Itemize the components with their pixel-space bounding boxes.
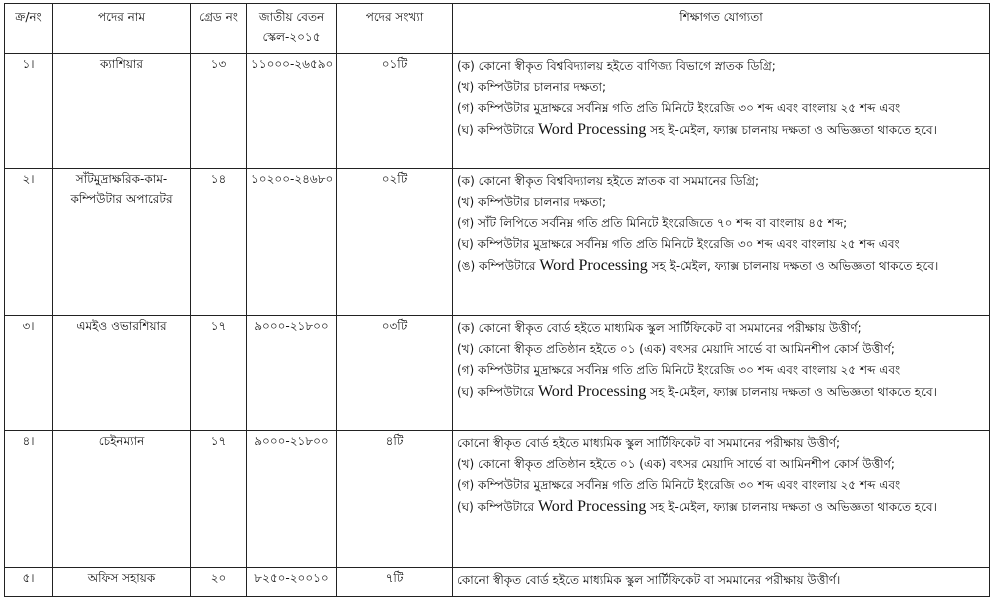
header-post-count: পদের সংখ্যা [337,4,453,54]
cell-post-count: ০২টি [337,169,453,316]
qualification-english-term: Word Processing [537,498,647,515]
header-grade: গ্রেড নং [191,4,247,54]
cell-pay-scale: ৯০০০-২১৮০০ [247,316,337,431]
qualification-english-term: Word Processing [539,257,648,274]
cell-serial: ৪। [5,431,53,568]
qualification-line [457,496,985,518]
table-row [5,316,990,431]
qualification-text: (ঘ) কম্পিউটারে [457,385,538,399]
qualification-line: (ক) কোনো স্বীকৃত বিশ্ববিদ্যালয় হইতে স্নাতক বা সমমানের ডিগ্রি; [457,174,760,188]
cell-post-name: অফিস সহায়ক [53,568,191,597]
header-serial: ক্র/নং [5,4,53,54]
qualification-line: (খ) কোনো স্বীকৃত প্রতিষ্ঠান হইতে ০১ (এক) বৎসর মেয়াদি সার্ভে বা আমিনশীপ কোর্স উত্তীর্ণ; [457,342,895,356]
cell-grade: ১৭ [191,431,247,568]
cell-serial: ২। [5,169,53,316]
cell-grade: ১৭ [191,316,247,431]
table-row [5,568,990,597]
job-posts-table [4,3,990,597]
qualification-line: (গ) কম্পিউটার মুদ্রাক্ষরে সর্বনিম্ন গতি প্রতি মিনিটে ইংরেজি ৩০ শব্দ এবং বাংলায় ২৫ শব্দ এবং [457,478,901,492]
qualification-text: (ঙ) কম্পিউটারে [457,259,540,273]
qualification-line [457,119,985,141]
qualification-line: (খ) কম্পিউটার চালনার দক্ষতা; [457,80,607,94]
qualification-line: (গ) কম্পিউটার মুদ্রাক্ষরে সর্বনিম্ন গতি প্রতি মিনিটে ইংরেজি ৩০ শব্দ এবং বাংলায় ২৫ শব্দ এবং [457,101,901,115]
cell-post-name: চেইনম্যান [53,431,191,568]
qualification-text: সহ ই-মেইল, ফ্যাক্স চালনায় দক্ষতা ও অভিজ্ঞতা থাকতে হবে। [646,500,937,514]
header-qualification: শিক্ষাগত যোগ্যতা [453,4,990,54]
cell-qualification [453,568,990,597]
table-header-row [5,4,990,54]
cell-serial: ৫। [5,568,53,597]
cell-grade: ১৩ [191,54,247,169]
qualification-text: সহ ই-মেইল, ফ্যাক্স চালনায় দক্ষতা ও অভিজ্ঞতা থাকতে হবে। [646,123,937,137]
qualification-line [457,381,985,403]
cell-grade: ২০ [191,568,247,597]
table-row [5,169,990,316]
cell-post-name: ক্যাশিয়ার [53,54,191,169]
cell-grade: ১৪ [191,169,247,316]
qualification-line [457,255,985,277]
cell-qualification [453,316,990,431]
cell-qualification [453,431,990,568]
qualification-english-term: Word Processing [537,121,647,138]
cell-post-count: ০৩টি [337,316,453,431]
cell-pay-scale: ১১০০০-২৬৫৯০ [247,54,337,169]
qualification-text: সহ ই-মেইল, ফ্যাক্স চালনায় দক্ষতা ও অভিজ্ঞতা থাকতে হবে। [647,259,939,273]
qualification-line: (খ) কোনো স্বীকৃত প্রতিষ্ঠান হইতে ০১ (এক) বৎসর মেয়াদি সার্ভে বা আমিনশীপ কোর্স উত্তীর্ণ; [457,457,895,471]
qualification-line: (ক) কোনো স্বীকৃত বিশ্ববিদ্যালয় হইতে বাণিজ্য বিভাগে স্নাতক ডিগ্রি; [457,59,776,73]
qualification-line: (ক) কোনো স্বীকৃত বোর্ড হইতে মাধ্যমিক স্কুল সার্টিফিকেট বা সমমানের পরীক্ষায় উত্তীর্ণ; [457,321,862,335]
header-post-name: পদের নাম [53,4,191,54]
cell-post-count: ০১টি [337,54,453,169]
qualification-english-term: Word Processing [537,383,647,400]
cell-pay-scale: ১০২০০-২৪৬৮০ [247,169,337,316]
qualification-line: (খ) কম্পিউটার চালনার দক্ষতা; [457,195,607,209]
cell-pay-scale: ৯০০০-২১৮০০ [247,431,337,568]
cell-post-count: ৭টি [337,568,453,597]
table-row [5,54,990,169]
qualification-text: সহ ই-মেইল, ফ্যাক্স চালনায় দক্ষতা ও অভিজ্ঞতা থাকতে হবে। [646,385,937,399]
qualification-line: (গ) কম্পিউটার মুদ্রাক্ষরে সর্বনিম্ন গতি প্রতি মিনিটে ইংরেজি ৩০ শব্দ এবং বাংলায় ২৫ শব্দ এবং [457,363,901,377]
cell-qualification [453,169,990,316]
header-pay-scale: জাতীয় বেতন স্কেল-২০১৫ [247,4,337,54]
qualification-line: কোনো স্বীকৃত বোর্ড হইতে মাধ্যমিক স্কুল সার্টিফিকেট বা সমমানের পরীক্ষায় উত্তীর্ণ। [457,573,841,587]
table-row [5,431,990,568]
cell-post-name: সাঁটমুদ্রাক্ষরিক-কাম-কম্পিউটার অপারেটর [53,169,191,316]
qualification-text: (ঘ) কম্পিউটারে [457,500,538,514]
qualification-line: কোনো স্বীকৃত বোর্ড হইতে মাধ্যমিক স্কুল সার্টিফিকেট বা সমমানের পরীক্ষায় উত্তীর্ণ; [457,436,841,450]
qualification-line: (গ) সাঁট লিপিতে সর্বনিম্ন গতি প্রতি মিনিটে ইংরেজিতে ৭০ শব্দ বা বাংলায় ৪৫ শব্দ; [457,216,848,230]
qualification-line: (ঘ) কম্পিউটার মুদ্রাক্ষরে সর্বনিম্ন গতি প্রতি মিনিটে ইংরেজি ৩০ শব্দ এবং বাংলায় ২৫ শব্দ এবং [457,237,900,251]
cell-pay-scale: ৮২৫০-২০০১০ [247,568,337,597]
cell-serial: ৩। [5,316,53,431]
qualification-text: (ঘ) কম্পিউটারে [457,123,538,137]
cell-post-count: ৪টি [337,431,453,568]
cell-qualification [453,54,990,169]
cell-post-name: এমইও ওভারশিয়ার [53,316,191,431]
cell-serial: ১। [5,54,53,169]
